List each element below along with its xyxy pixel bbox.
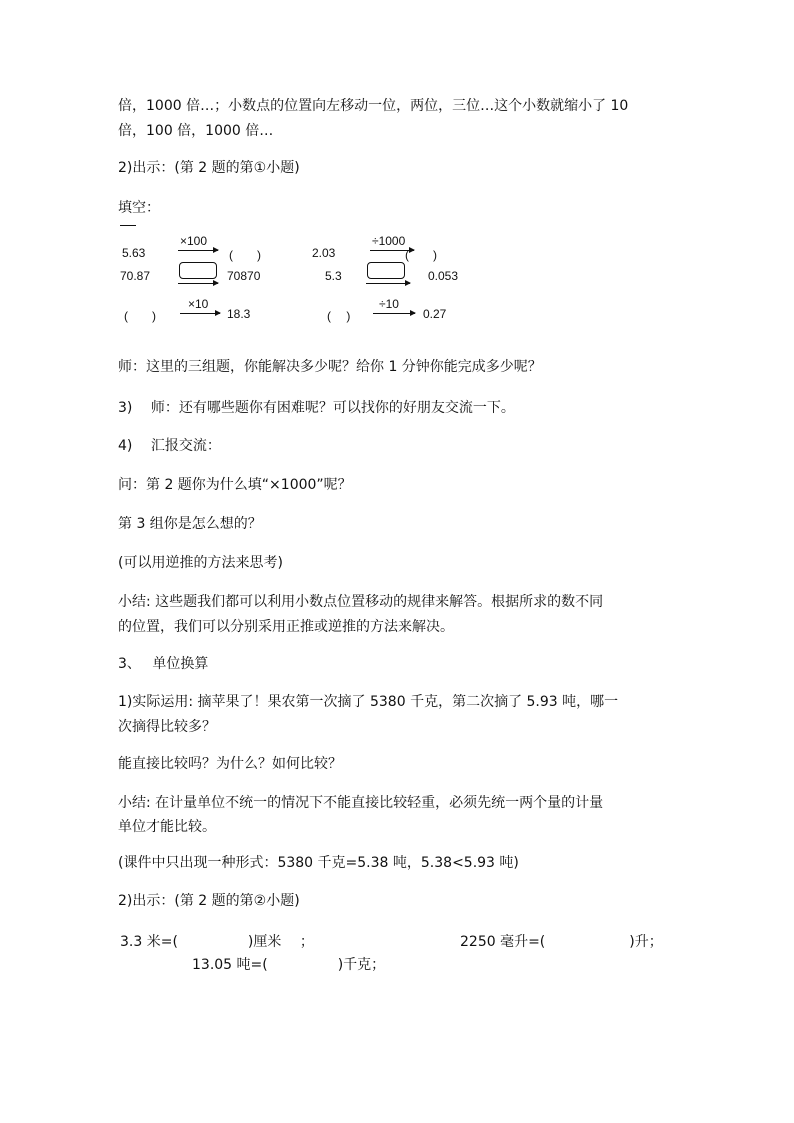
exercise-number: 2.03 [312, 246, 336, 260]
paragraph-line: 小结: 在计量单位不统一的情况下不能直接比较轻重，必须先统一两个量的计量 [118, 795, 604, 811]
paragraph-line: (课件中只出现一种形式：5380 千克=5.38 吨，5.38<5.93 吨) [118, 855, 519, 871]
conversion-item: 2250 毫升=( )升； [460, 934, 663, 950]
answer-blank: ( ) [405, 248, 437, 262]
arrow [178, 250, 218, 251]
paragraph-line: 填空： [118, 200, 160, 216]
arrow [178, 283, 218, 284]
paragraph-line: 2)出示：(第 2 题的第①小题) [118, 160, 300, 176]
answer-blank: ( ) [229, 248, 261, 262]
exercise-result: 0.27 [423, 307, 447, 321]
answer-blank: ( ) [124, 309, 156, 323]
arrow [366, 283, 410, 284]
paragraph-line: 2)出示：(第 2 题的第②小题) [118, 893, 300, 909]
paragraph-line: (可以用逆推的方法来思考) [118, 555, 283, 571]
paragraph-line: 单位才能比较。 [118, 819, 216, 835]
paragraph-line: 师：这里的三组题，你能解决多少呢？给你 1 分钟你能完成多少呢？ [118, 359, 542, 375]
answer-box [179, 262, 217, 279]
exercise-number: 5.63 [122, 246, 146, 260]
operator-label: ×10 [188, 297, 209, 311]
conversion-item: 13.05 吨=( )千克； [192, 957, 386, 973]
exercise-number: 70.87 [120, 269, 151, 283]
paragraph-line: 3) 师：还有哪些题你有困难呢？可以找你的好朋友交流一下。 [118, 400, 515, 416]
paragraph-line: 能直接比较吗？为什么？如何比较？ [118, 756, 342, 772]
paragraph-line: 倍，1000 倍…；小数点的位置向左移动一位，两位，三位…这个小数就缩小了 10 [118, 98, 629, 114]
arrow [180, 313, 220, 314]
answer-blank: ( ) [327, 309, 351, 323]
exercise-result: 70870 [227, 269, 261, 283]
paragraph-line: 1)实际运用: 摘苹果了！果农第一次摘了 5380 千克，第二次摘了 5.93 吨，哪一 [118, 694, 619, 710]
paragraph-line: 问：第 2 题你为什么填“×1000”呢？ [118, 477, 352, 493]
paragraph-line: 的位置，我们可以分别采用正推或逆推的方法来解决。 [118, 619, 454, 635]
exercise-number: 5.3 [325, 269, 342, 283]
exercise-result: 18.3 [227, 307, 251, 321]
clipped-mark [120, 225, 136, 231]
paragraph-line: 倍，100 倍，1000 倍… [118, 123, 274, 139]
paragraph-line: 次摘得比较多？ [118, 719, 216, 735]
conversion-item: 3.3 米=( )厘米 ； [120, 934, 314, 950]
operator-label: ×100 [180, 234, 208, 248]
paragraph-line: 4) 汇报交流： [118, 438, 221, 454]
arrow [373, 313, 415, 314]
section-heading: 3、 单位换算 [118, 656, 209, 672]
paragraph-line: 小结: 这些题我们都可以利用小数点位置移动的规律来解答。根据所求的数不同 [118, 594, 604, 610]
exercise-result: 0.053 [428, 269, 459, 283]
operator-label: ÷10 [379, 297, 399, 311]
paragraph-line: 第 3 组你是怎么想的？ [118, 516, 262, 532]
answer-box [367, 262, 405, 279]
operator-label: ÷1000 [372, 234, 406, 248]
